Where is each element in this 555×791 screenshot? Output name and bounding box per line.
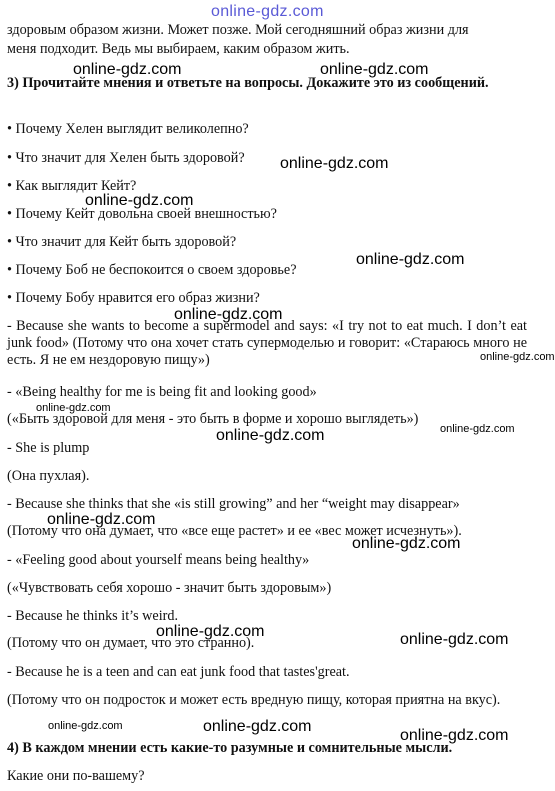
watermark: online-gdz.com — [174, 306, 283, 323]
question-item: • Почему Бобу нравится его образ жизни? — [7, 290, 260, 306]
watermark: online-gdz.com — [47, 511, 156, 528]
watermark: online-gdz.com — [48, 720, 123, 732]
translation-line: («Чувствовать себя хорошо - значит быть здоровым») — [7, 580, 332, 596]
answer-line: - «Feeling good about yourself means being healthy» — [7, 552, 310, 568]
watermark: online-gdz.com — [73, 61, 182, 78]
watermark: online-gdz.com — [156, 623, 265, 640]
question-item: • Почему Боб не беспокоится о своем здоровье? — [7, 262, 297, 278]
question-item: • Что значит для Кейт быть здоровой? — [7, 234, 237, 250]
answer-line: - Because he is a teen and can eat junk food that tastes'great. — [7, 664, 350, 680]
watermark: online-gdz.com — [440, 423, 515, 435]
section-heading-3: 3) Прочитайте мнения и ответьте на вопросы. Докажите это из сообщений. — [7, 75, 489, 91]
question-item: • Почему Кейт довольна своей внешностью? — [7, 206, 277, 222]
watermark: online-gdz.com — [352, 535, 461, 552]
answer-line: - «Being healthy for me is being fit and looking good» — [7, 384, 317, 400]
watermark: online-gdz.com — [280, 155, 389, 172]
answer-line: - She is plump — [7, 440, 90, 456]
watermark: online-gdz.com — [203, 718, 312, 735]
paragraph-line: меня подходит. Ведь мы выбираем, каким образом жить. — [7, 41, 350, 57]
paragraph-line: Какие они по-вашему? — [7, 768, 145, 784]
watermark: online-gdz.com — [356, 251, 465, 268]
watermark: online-gdz.com — [216, 427, 325, 444]
watermark: online-gdz.com — [480, 351, 555, 363]
translation-line: (Потому что он думает, что это странно). — [7, 635, 255, 651]
watermark: online-gdz.com — [400, 631, 509, 648]
answer-paragraph: - Because she wants to become a supermodel and says: «I try not to eat much. I don’t eat junk food» (Потому что она хочет стать супермоделью и говорит: «Стараюсь много не есть. Я не ем нездоровую пищу») — [7, 318, 527, 368]
watermark: online-gdz.com — [85, 192, 194, 209]
question-item: • Почему Хелен выглядит великолепно? — [7, 121, 249, 137]
section-heading-4: 4) В каждом мнении есть какие-то разумные и сомнительные мысли. — [7, 740, 453, 756]
watermark: online-gdz.com — [400, 727, 509, 744]
answer-line: - Because he thinks it’s weird. — [7, 608, 178, 624]
watermark: online-gdz.com — [211, 3, 324, 20]
translation-line: («Быть здоровой для меня - это быть в форме и хорошо выглядеть») — [7, 411, 419, 427]
paragraph-line: здоровым образом жизни. Может позже. Мой сегодняшний образ жизни для — [7, 22, 469, 38]
watermark: online-gdz.com — [36, 402, 111, 414]
translation-line: (Она пухлая). — [7, 468, 90, 484]
watermark: online-gdz.com — [320, 61, 429, 78]
question-item: • Что значит для Хелен быть здоровой? — [7, 150, 245, 166]
question-item: • Как выглядит Кейт? — [7, 178, 137, 194]
translation-line: (Потому что она думает, что «все еще растет» и ее «вес может исчезнуть»). — [7, 523, 462, 539]
answer-line: - Because she thinks that she «is still growing” and her “weight may disappear» — [7, 496, 460, 512]
translation-paragraph: (Потому что он подросток и может есть вредную пищу, которая приятна на вкус). — [7, 692, 501, 708]
